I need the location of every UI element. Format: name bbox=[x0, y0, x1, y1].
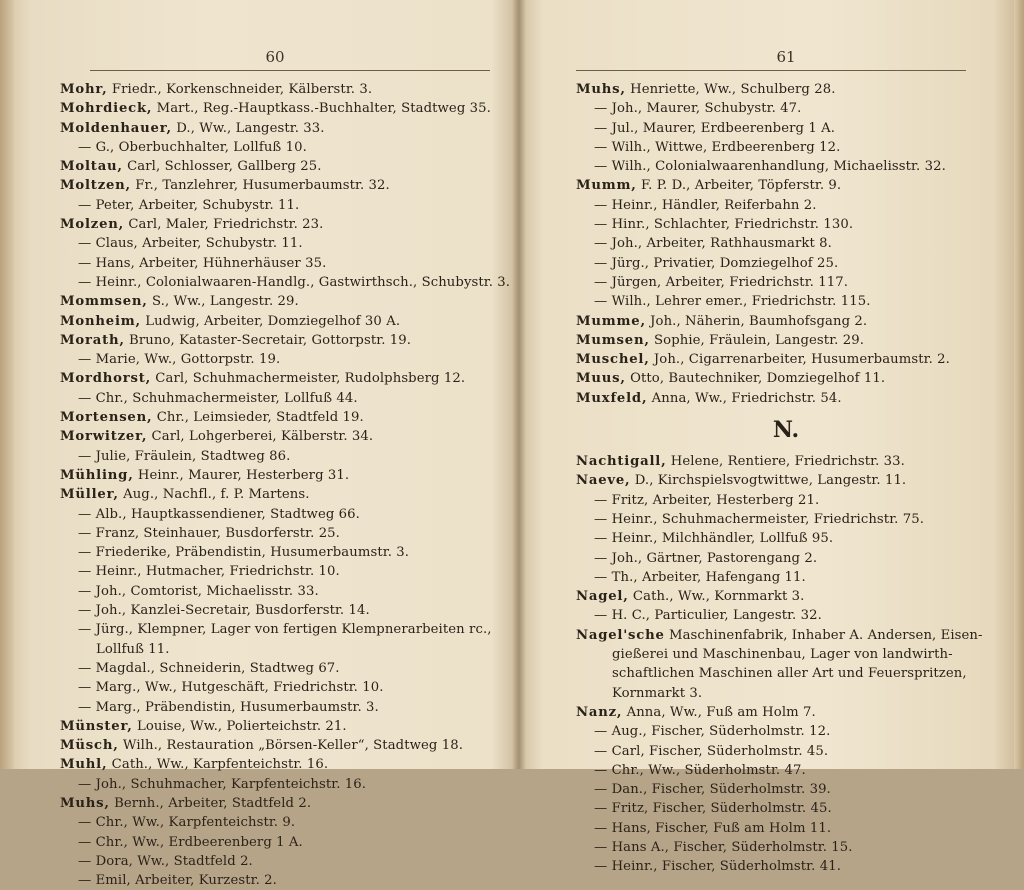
entry-details: Bernh., Arbeiter, Stadtfeld 2. bbox=[109, 795, 312, 811]
entry-details: — Franz, Steinhauer, Busdorferstr. 25. bbox=[78, 525, 340, 541]
entry-details: — Magdal., Schneiderin, Stadtweg 67. bbox=[78, 660, 340, 676]
directory-entry bbox=[576, 568, 996, 587]
entry-surname: Mordhorst, bbox=[60, 371, 152, 387]
entry-surname: Nanz, bbox=[576, 704, 623, 720]
entry-details: — Chr., Ww., Süderholmstr. 47. bbox=[594, 762, 806, 778]
entry-surname: Mommsen, bbox=[60, 294, 148, 310]
directory-entry bbox=[576, 119, 996, 138]
entry-details: Anna, Ww., Fuß am Holm 7. bbox=[622, 704, 816, 720]
directory-entry bbox=[576, 684, 996, 703]
directory-entry bbox=[60, 196, 490, 215]
directory-entry bbox=[60, 119, 490, 138]
entry-details: — Heinr., Schuhmachermeister, Friedrichstr. 75. bbox=[594, 511, 925, 527]
directory-entry bbox=[60, 215, 490, 234]
entry-details: — Marie, Ww., Gottorpstr. 19. bbox=[78, 352, 281, 368]
entry-details: — Wilh., Wittwe, Erdbeerenberg 12. bbox=[594, 139, 841, 155]
directory-entry bbox=[576, 606, 996, 625]
directory-entry bbox=[60, 485, 490, 504]
entry-surname: Morwitzer, bbox=[60, 429, 148, 445]
directory-entry bbox=[576, 664, 996, 683]
entry-details: — Jul., Maurer, Erdbeerenberg 1 A. bbox=[594, 120, 836, 136]
entry-details: Helene, Rentiere, Friedrichstr. 33. bbox=[666, 454, 905, 470]
directory-entry bbox=[576, 80, 996, 99]
directory-entry bbox=[60, 292, 490, 311]
entry-details: — Friederike, Präbendistin, Husumerbaumstr. 3. bbox=[78, 545, 410, 561]
directory-entry bbox=[60, 813, 490, 832]
directory-entry bbox=[576, 273, 996, 292]
directory-entry bbox=[60, 138, 490, 157]
entry-surname: Mortensen, bbox=[60, 410, 153, 426]
entry-details: — Marg., Ww., Hutgeschäft, Friedrichstr. 10. bbox=[78, 680, 384, 696]
directory-entry bbox=[576, 742, 996, 761]
entry-details: — Julie, Fräulein, Stadtweg 86. bbox=[78, 448, 291, 464]
entry-details: Maschinenfabrik, Inhaber A. Andersen, Eisen- bbox=[664, 627, 983, 643]
directory-entry bbox=[576, 389, 996, 408]
entry-details: — Wilh., Lehrer emer., Friedrichstr. 115. bbox=[594, 294, 871, 310]
directory-entry bbox=[576, 838, 996, 857]
directory-entry bbox=[60, 659, 490, 678]
directory-entry bbox=[60, 736, 490, 755]
directory-entry bbox=[60, 601, 490, 620]
entry-details: — Carl, Fischer, Süderholmstr. 45. bbox=[594, 743, 829, 759]
entry-details: — Fritz, Fischer, Süderholmstr. 45. bbox=[594, 801, 832, 817]
directory-entry bbox=[576, 254, 996, 273]
directory-entry bbox=[576, 312, 996, 331]
page-number-left: 60 bbox=[265, 48, 285, 66]
directory-entry bbox=[60, 524, 490, 543]
entry-surname: Mohr, bbox=[60, 82, 108, 97]
directory-entry bbox=[60, 389, 490, 408]
entry-details: Fr., Tanzlehrer, Husumerbaumstr. 32. bbox=[130, 178, 390, 194]
entry-details: — Chr., Schuhmachermeister, Lollfuß 44. bbox=[78, 390, 358, 406]
entry-details: — Chr., Ww., Karpfenteichstr. 9. bbox=[78, 815, 296, 831]
entry-details: D., Kirchspielsvogtwittwe, Langestr. 11. bbox=[630, 473, 907, 489]
directory-entry bbox=[576, 471, 996, 490]
directory-entry bbox=[576, 645, 996, 664]
entry-details: — Claus, Arbeiter, Schubystr. 11. bbox=[78, 236, 303, 252]
entry-details: D., Ww., Langestr. 33. bbox=[171, 120, 325, 136]
directory-section-n bbox=[576, 452, 996, 877]
book-gutter bbox=[512, 0, 526, 769]
entry-details: Carl, Maler, Friedrichstr. 23. bbox=[124, 217, 324, 233]
entry-details: — Joh., Kanzlei-Secretair, Busdorferstr. 14. bbox=[78, 603, 370, 619]
entry-details: Chr., Leimsieder, Stadtfeld 19. bbox=[152, 410, 364, 426]
directory-entry bbox=[576, 857, 996, 876]
entry-details: — Emil, Arbeiter, Kurzestr. 2. bbox=[78, 873, 277, 889]
directory-list-right bbox=[576, 80, 996, 877]
directory-entry bbox=[576, 819, 996, 838]
directory-entry bbox=[576, 549, 996, 568]
entry-surname: Moltzen, bbox=[60, 178, 131, 194]
entry-details: — Heinr., Fischer, Süderholmstr. 41. bbox=[594, 859, 841, 875]
directory-entry bbox=[576, 234, 996, 253]
directory-entry bbox=[60, 369, 490, 388]
entry-details: Carl, Lohgerberei, Kälberstr. 34. bbox=[147, 429, 374, 445]
directory-entry bbox=[60, 447, 490, 466]
entry-details: Cath., Ww., Karpfenteichstr. 16. bbox=[107, 757, 329, 773]
entry-details: Otto, Bautechniker, Domziegelhof 11. bbox=[625, 371, 886, 387]
entry-details: S., Ww., Langestr. 29. bbox=[147, 294, 299, 310]
entry-surname: Mumme, bbox=[576, 313, 646, 329]
directory-entry bbox=[60, 350, 490, 369]
directory-entry bbox=[576, 491, 996, 510]
directory-entry bbox=[576, 331, 996, 350]
directory-entry bbox=[60, 427, 490, 446]
directory-entry bbox=[60, 620, 490, 639]
entry-details: Mart., Reg.-Hauptkass.-Buchhalter, Stadtweg 35. bbox=[152, 101, 491, 117]
entry-surname: Mohrdieck, bbox=[60, 101, 153, 117]
entry-details: gießerei und Maschinenbau, Lager von landwirth- bbox=[612, 647, 953, 663]
book-edge-left bbox=[0, 0, 14, 769]
directory-entry bbox=[576, 529, 996, 548]
directory-entry bbox=[60, 871, 490, 890]
entry-details: — Hans, Arbeiter, Hühnerhäuser 35. bbox=[78, 255, 327, 271]
entry-details: — Hinr., Schlachter, Friedrichstr. 130. bbox=[594, 217, 854, 233]
entry-surname: Mühling, bbox=[60, 467, 134, 483]
directory-entry bbox=[576, 703, 996, 722]
entry-surname: Muhs, bbox=[576, 82, 626, 97]
entry-surname: Muxfeld, bbox=[576, 390, 648, 406]
entry-details: — G., Oberbuchhalter, Lollfuß 10. bbox=[78, 139, 307, 155]
entry-surname: Muhl, bbox=[60, 757, 108, 773]
directory-entry bbox=[576, 452, 996, 471]
directory-entry bbox=[576, 138, 996, 157]
entry-surname: Müsch, bbox=[60, 738, 119, 754]
entry-details: Henriette, Ww., Schulberg 28. bbox=[625, 82, 836, 97]
directory-entry bbox=[60, 543, 490, 562]
entry-details: — Heinr., Händler, Reiferbahn 2. bbox=[594, 197, 817, 213]
directory-entry bbox=[576, 799, 996, 818]
directory-entry bbox=[60, 234, 490, 253]
directory-entry bbox=[576, 369, 996, 388]
entry-surname: Molzen, bbox=[60, 217, 125, 233]
directory-entry bbox=[576, 761, 996, 780]
directory-entry bbox=[60, 698, 490, 717]
entry-details: Aug., Nachfl., f. P. Martens. bbox=[118, 487, 310, 503]
entry-surname: Müller, bbox=[60, 487, 119, 503]
directory-entry bbox=[576, 722, 996, 741]
entry-details: — Joh., Schuhmacher, Karpfenteichstr. 16. bbox=[78, 776, 367, 792]
directory-entry bbox=[576, 780, 996, 799]
directory-section-m bbox=[576, 80, 996, 408]
directory-entry bbox=[60, 80, 490, 99]
directory-entry bbox=[60, 408, 490, 427]
entry-details: Lollfuß 11. bbox=[96, 641, 170, 657]
entry-details: Anna, Ww., Friedrichstr. 54. bbox=[647, 390, 842, 406]
entry-details: Heinr., Maurer, Hesterberg 31. bbox=[133, 467, 350, 483]
entry-details: — Joh., Comtorist, Michaelisstr. 33. bbox=[78, 583, 319, 599]
directory-entry bbox=[60, 312, 490, 331]
directory-entry bbox=[60, 562, 490, 581]
entry-details: — Joh., Arbeiter, Rathhausmarkt 8. bbox=[594, 236, 832, 252]
entry-surname: Nagel, bbox=[576, 589, 629, 605]
header-rule-left bbox=[90, 70, 490, 71]
entry-details: — Wilh., Colonialwaarenhandlung, Michaelisstr. 32. bbox=[594, 159, 946, 175]
entry-surname: Moltau, bbox=[60, 159, 123, 175]
entry-surname: Mumsen, bbox=[576, 332, 650, 348]
entry-details: — Joh., Maurer, Schubystr. 47. bbox=[594, 101, 802, 117]
right-page bbox=[576, 0, 996, 875]
header-rule-right bbox=[576, 70, 966, 71]
entry-details: — Aug., Fischer, Süderholmstr. 12. bbox=[594, 724, 831, 740]
entry-details: Cath., Ww., Kornmarkt 3. bbox=[628, 589, 805, 605]
entry-surname: Muus, bbox=[576, 371, 626, 387]
entry-details: — Dora, Ww., Stadtfeld 2. bbox=[78, 853, 253, 869]
entry-details: Friedr., Korkenschneider, Kälberstr. 3. bbox=[107, 82, 373, 97]
directory-entry bbox=[60, 678, 490, 697]
directory-entry bbox=[576, 176, 996, 195]
entry-details: Kornmarkt 3. bbox=[612, 685, 703, 701]
entry-details: — Hans, Fischer, Fuß am Holm 11. bbox=[594, 820, 832, 836]
entry-surname: Nachtigall, bbox=[576, 454, 667, 470]
entry-surname: Muschel, bbox=[576, 352, 650, 368]
directory-entry bbox=[60, 466, 490, 485]
entry-details: — Jürg., Klempner, Lager von fertigen Klempnerarbeiten rc., bbox=[78, 622, 492, 638]
entry-details: Joh., Näherin, Baumhofsgang 2. bbox=[645, 313, 868, 329]
directory-entry bbox=[60, 176, 490, 195]
entry-details: Ludwig, Arbeiter, Domziegelhof 30 A. bbox=[140, 313, 401, 329]
entry-surname: Muhs, bbox=[60, 795, 110, 811]
entry-details: — Dan., Fischer, Süderholmstr. 39. bbox=[594, 782, 831, 798]
entry-details: Louise, Ww., Polierteichstr. 21. bbox=[132, 718, 347, 734]
entry-surname: Moldenhauer, bbox=[60, 120, 172, 136]
entry-surname: Münster, bbox=[60, 718, 133, 734]
entry-details: — Th., Arbeiter, Hafengang 11. bbox=[594, 569, 806, 585]
entry-details: Bruno, Kataster-Secretair, Gottorpstr. 19. bbox=[124, 332, 412, 348]
page-number-right: 61 bbox=[776, 48, 796, 66]
directory-entry bbox=[576, 350, 996, 369]
directory-entry bbox=[576, 196, 996, 215]
entry-details: — Chr., Ww., Erdbeerenberg 1 A. bbox=[78, 834, 303, 850]
directory-entry bbox=[60, 331, 490, 350]
entry-details: — Heinr., Colonialwaaren-Handlg., Gastwirthsch., Schubystr. 3. bbox=[78, 274, 511, 290]
entry-details: F. P. D., Arbeiter, Töpferstr. 9. bbox=[636, 178, 842, 194]
entry-surname: Monheim, bbox=[60, 313, 141, 329]
directory-entry bbox=[60, 273, 511, 292]
directory-entry bbox=[60, 254, 490, 273]
entry-details: — Jürgen, Arbeiter, Friedrichstr. 117. bbox=[594, 274, 849, 290]
section-letter-heading: N. bbox=[772, 417, 800, 444]
directory-entry bbox=[576, 626, 996, 645]
directory-entry bbox=[576, 157, 996, 176]
directory-entry bbox=[576, 215, 996, 234]
directory-entry bbox=[576, 587, 996, 606]
entry-details: — Heinr., Milchhändler, Lollfuß 95. bbox=[594, 531, 834, 547]
entry-details: — Jürg., Privatier, Domziegelhof 25. bbox=[594, 255, 839, 271]
entry-details: — Joh., Gärtner, Pastorengang 2. bbox=[594, 550, 818, 566]
directory-entry bbox=[60, 640, 490, 659]
entry-surname: Naeve, bbox=[576, 473, 631, 489]
entry-details: Wilh., Restauration „Börsen-Keller“, Stadtweg 18. bbox=[118, 738, 464, 754]
directory-entry bbox=[60, 505, 490, 524]
entry-details: — Peter, Arbeiter, Schubystr. 11. bbox=[78, 197, 300, 213]
entry-details: — Fritz, Arbeiter, Hesterberg 21. bbox=[594, 492, 820, 508]
left-page bbox=[60, 0, 511, 889]
directory-entry bbox=[60, 717, 490, 736]
entry-details: — H. C., Particulier, Langestr. 32. bbox=[594, 608, 822, 624]
entry-details: Sophie, Fräulein, Langestr. 29. bbox=[649, 332, 865, 348]
book-edge-right bbox=[1014, 0, 1024, 769]
entry-surname: Nagel'sche bbox=[576, 627, 665, 643]
entry-details: — Marg., Präbendistin, Husumerbaumstr. 3. bbox=[78, 699, 379, 715]
directory-entry bbox=[60, 794, 490, 813]
directory-entry bbox=[60, 582, 490, 601]
directory-entry bbox=[576, 99, 996, 118]
directory-entry bbox=[60, 99, 490, 118]
entry-surname: Mumm, bbox=[576, 178, 637, 194]
entry-details: Carl, Schlosser, Gallberg 25. bbox=[122, 159, 322, 175]
entry-details: — Alb., Hauptkassendiener, Stadtweg 66. bbox=[78, 506, 360, 522]
directory-entry bbox=[60, 833, 490, 852]
directory-entry bbox=[60, 755, 490, 774]
entry-details: Joh., Cigarrenarbeiter, Husumerbaumstr. 2. bbox=[649, 352, 950, 368]
directory-entry bbox=[60, 852, 490, 871]
entry-surname: Morath, bbox=[60, 332, 125, 348]
entry-details: Carl, Schuhmachermeister, Rudolphsberg 12. bbox=[151, 371, 466, 387]
directory-entry bbox=[576, 292, 996, 311]
entry-details: schaftlichen Maschinen aller Art und Feuerspritzen, bbox=[612, 666, 967, 682]
directory-list-left bbox=[60, 80, 511, 890]
directory-entry bbox=[60, 157, 490, 176]
directory-entry bbox=[576, 510, 996, 529]
entry-details: — Heinr., Hutmacher, Friedrichstr. 10. bbox=[78, 564, 340, 580]
entry-details: — Hans A., Fischer, Süderholmstr. 15. bbox=[594, 839, 853, 855]
directory-entry bbox=[60, 775, 490, 794]
